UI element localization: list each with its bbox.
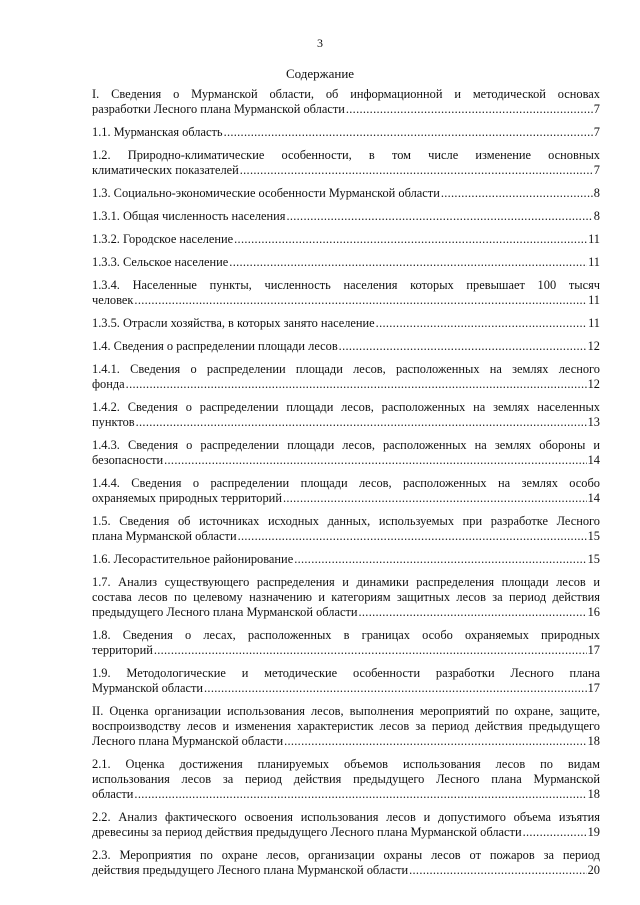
toc-entry-text: плана Мурманской области	[92, 529, 237, 543]
toc-entry	[92, 476, 600, 506]
toc-entry-final-line	[92, 681, 600, 696]
toc-entry-text: 2.1. Оценка достижения планируемых объемов использования лесов по видам	[92, 757, 600, 771]
toc-page-number: 20	[587, 863, 600, 877]
toc-entry	[92, 148, 600, 178]
dot-leader	[136, 415, 587, 430]
toc-entry-final-line	[92, 863, 600, 878]
toc-entry	[92, 400, 600, 430]
toc-entry	[92, 666, 600, 696]
toc-entry	[92, 514, 600, 544]
toc-entry	[92, 339, 600, 354]
toc-entry-final-line	[92, 163, 600, 178]
toc-page-number: 18	[587, 734, 600, 748]
toc-entry	[92, 552, 600, 567]
toc-entry-text: пунктов	[92, 415, 135, 429]
toc-page-number: 11	[588, 293, 600, 307]
dot-leader	[229, 255, 587, 270]
toc-entry-text: 1.4.2. Сведения о распределении площади лесов, расположенных на землях населенных	[92, 400, 600, 414]
toc-entry-text: I. Сведения о Мурманской области, об информационной и методической основах	[92, 87, 600, 101]
dot-leader	[126, 377, 587, 392]
toc-entry-final-line	[92, 102, 600, 117]
toc-page-number: 15	[587, 529, 600, 543]
toc-entry-text: территорий	[92, 643, 153, 657]
toc-entry-final-line	[92, 787, 600, 802]
dot-leader	[224, 125, 593, 140]
toc-entry-text: состава лесов по целевому назначению и категориям защитных лесов за период действия	[92, 590, 600, 604]
dot-leader	[286, 209, 592, 224]
toc-entry	[92, 810, 600, 840]
dot-leader	[441, 186, 593, 201]
toc-page-number: 12	[587, 339, 600, 353]
dot-leader	[154, 643, 587, 658]
toc-page-number: 11	[588, 232, 600, 246]
toc-entry	[92, 125, 600, 140]
toc-entry-text: предыдущего Лесного плана Мурманской области	[92, 605, 358, 619]
toc-entry	[92, 186, 600, 201]
toc-entry-text: действия предыдущего Лесного плана Мурманской области	[92, 863, 409, 877]
toc-entry-text: охраняемых природных территорий	[92, 491, 282, 505]
toc-page-number: 16	[587, 605, 600, 619]
toc-entry	[92, 848, 600, 878]
toc-page-number: 8	[593, 209, 600, 223]
toc-entry	[92, 278, 600, 308]
toc-entry-final-line	[92, 552, 600, 567]
toc-entry-text: 1.5. Сведения об источниках исходных данных, используемых при разработке Лесного	[92, 514, 600, 528]
toc-entry-text: 1.6. Лесорастительное районирование	[92, 552, 294, 566]
toc-page-number: 13	[587, 415, 600, 429]
toc-entry	[92, 255, 600, 270]
toc-page-number: 7	[593, 125, 600, 139]
toc-entry-final-line	[92, 529, 600, 544]
dot-leader	[164, 453, 586, 468]
toc-entry-text: 1.9. Методологические и методические особенности разработки Лесного плана	[92, 666, 600, 680]
toc-page-number: 17	[587, 643, 600, 657]
toc-entry-text: 1.7. Анализ существующего распределения и динамики распределения площади лесов и	[92, 575, 600, 589]
toc-page-number: 11	[588, 316, 600, 330]
toc-entry-text: 1.3.1. Общая численность населения	[92, 209, 286, 223]
toc-entry-final-line	[92, 734, 600, 749]
toc-entry-final-line	[92, 125, 600, 140]
toc-entry-text: II. Оценка организации использования лесов, выполнения мероприятий по охране, защите,	[92, 704, 600, 718]
toc-page-number: 18	[587, 787, 600, 801]
toc-entry-text: 1.2. Природно-климатические особенности, в том числе изменение основных	[92, 148, 600, 162]
toc-entry-final-line	[92, 453, 600, 468]
toc-page-number: 14	[587, 453, 600, 467]
toc-page-number: 15	[587, 552, 600, 566]
dot-leader	[134, 787, 586, 802]
dot-leader	[234, 232, 587, 247]
toc-entry-text: 1.3.3. Сельское население	[92, 255, 229, 269]
toc-entry-text: 1.8. Сведения о лесах, расположенных в границах особо охраняемых природных	[92, 628, 600, 642]
toc-entry-text: 1.3. Социально-экономические особенности Мурманской области	[92, 186, 440, 200]
toc-entry	[92, 87, 600, 117]
toc-entry-final-line	[92, 232, 600, 247]
toc-entry-text: человек	[92, 293, 134, 307]
toc-page-number: 19	[587, 825, 600, 839]
toc-entry	[92, 704, 600, 749]
dot-leader	[523, 825, 587, 840]
toc-entry	[92, 575, 600, 620]
dot-leader	[409, 863, 586, 878]
toc-entry-text: 1.4.3. Сведения о распределении площади лесов, расположенных на землях обороны и	[92, 438, 600, 452]
page-number: 3	[317, 36, 323, 50]
toc-entry	[92, 209, 600, 224]
toc-entry-text: 1.4. Сведения о распределении площади лесов	[92, 339, 338, 353]
toc-entry-text: 2.2. Анализ фактического освоения использования лесов и допустимого объема изъятия	[92, 810, 600, 824]
toc-entry	[92, 232, 600, 247]
table-of-contents	[92, 87, 600, 886]
toc-entry	[92, 438, 600, 468]
toc-entry-text: 1.3.4. Населенные пункты, численность населения которых превышает 100 тысяч	[92, 278, 600, 292]
toc-entry-final-line	[92, 255, 600, 270]
toc-entry-final-line	[92, 377, 600, 392]
toc-entry-text: воспроизводству лесов и изменения характеристик лесов за период действия предыдущего	[92, 719, 600, 733]
dot-leader	[376, 316, 587, 331]
dot-leader	[284, 734, 587, 749]
toc-entry-text: 1.3.5. Отрасли хозяйства, в которых занято население	[92, 316, 375, 330]
dot-leader	[339, 339, 587, 354]
toc-entry-text: 1.4.1. Сведения о распределении площади лесов, расположенных на землях лесного	[92, 362, 600, 376]
toc-entry-text: климатических показателей	[92, 163, 239, 177]
toc-entry-final-line	[92, 209, 600, 224]
toc-page-number: 8	[593, 186, 600, 200]
toc-entry-text: фонда	[92, 377, 125, 391]
toc-entry-text: разработки Лесного плана Мурманской области	[92, 102, 345, 116]
dot-leader	[134, 293, 587, 308]
toc-entry	[92, 362, 600, 392]
toc-entry-final-line	[92, 643, 600, 658]
toc-page-number: 12	[587, 377, 600, 391]
toc-entry-text: Лесного плана Мурманской области	[92, 734, 284, 748]
dot-leader	[238, 529, 587, 544]
toc-entry-final-line	[92, 491, 600, 506]
dot-leader	[204, 681, 587, 696]
dot-leader	[359, 605, 587, 620]
toc-entry-final-line	[92, 415, 600, 430]
toc-entry	[92, 628, 600, 658]
toc-entry-text: 1.1. Мурманская область	[92, 125, 223, 139]
toc-entry	[92, 757, 600, 802]
toc-entry-text: древесины за период действия предыдущего Лесного плана Мурманской области	[92, 825, 522, 839]
dot-leader	[294, 552, 586, 567]
toc-page-number: 14	[587, 491, 600, 505]
toc-page-number: 7	[593, 163, 600, 177]
toc-entry-final-line	[92, 293, 600, 308]
dot-leader	[346, 102, 593, 117]
toc-entry-text: безопасности	[92, 453, 164, 467]
dot-leader	[240, 163, 593, 178]
toc-entry-final-line	[92, 825, 600, 840]
toc-entry-text: 1.4.4. Сведения о распределении площади лесов, расположенных на землях особо	[92, 476, 600, 490]
toc-page-number: 11	[588, 255, 600, 269]
toc-page-number: 7	[593, 102, 600, 116]
toc-entry-text: Мурманской области	[92, 681, 204, 695]
dot-leader	[283, 491, 587, 506]
toc-entry-text: 2.3. Мероприятия по охране лесов, организации охраны лесов от пожаров за период	[92, 848, 600, 862]
toc-entry-text: 1.3.2. Городское население	[92, 232, 234, 246]
toc-entry-final-line	[92, 605, 600, 620]
toc-entry-final-line	[92, 339, 600, 354]
toc-entry-final-line	[92, 186, 600, 201]
toc-entry	[92, 316, 600, 331]
toc-entry-final-line	[92, 316, 600, 331]
toc-page-number: 17	[587, 681, 600, 695]
toc-entry-text: использования лесов за период действия предыдущего Лесного плана Мурманской	[92, 772, 600, 786]
toc-title: Содержание	[285, 66, 355, 81]
toc-entry-text: области	[92, 787, 134, 801]
